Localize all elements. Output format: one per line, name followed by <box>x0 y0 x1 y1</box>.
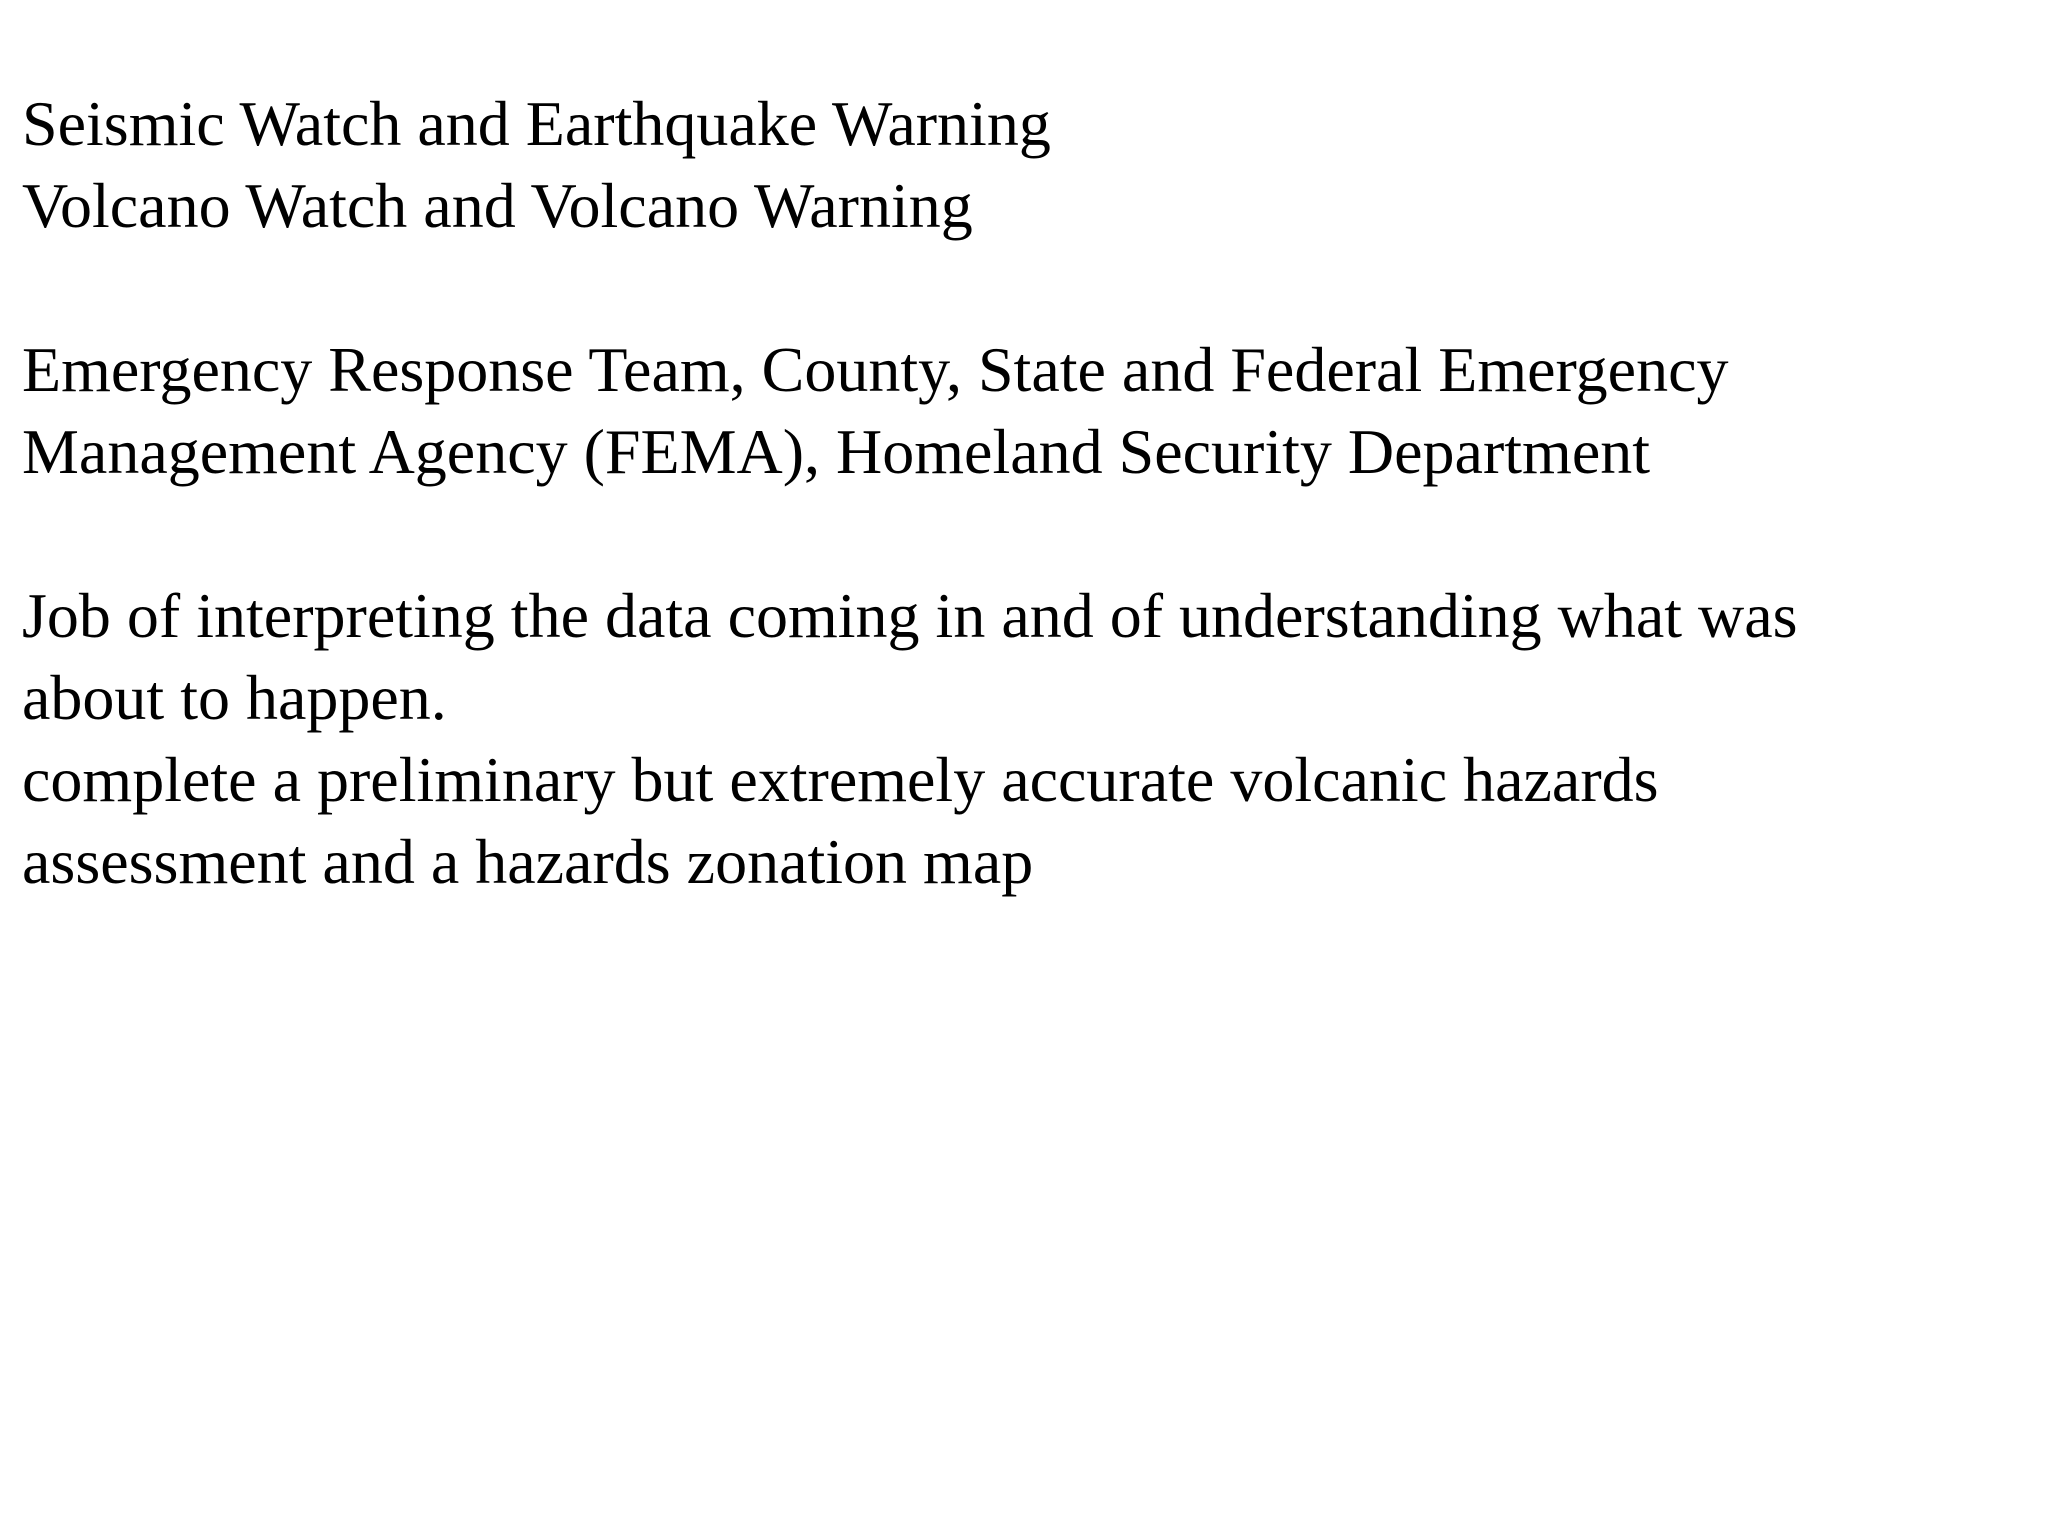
text-line-about-to-happen: about to happen. <box>22 662 447 733</box>
text-line-complete-assessment: complete a preliminary but extremely accurate volcanic hazards <box>22 744 1659 815</box>
text-line-fema-homeland: Management Agency (FEMA), Homeland Security Department <box>22 416 1650 487</box>
text-line-seismic-watch: Seismic Watch and Earthquake Warning <box>22 88 1051 159</box>
text-line-emergency-response: Emergency Response Team, County, State and Federal Emergency <box>22 334 1729 405</box>
slide-text-body <box>22 83 2022 903</box>
text-line-volcano-watch: Volcano Watch and Volcano Warning <box>22 170 973 241</box>
text-line-zonation-map: assessment and a hazards zonation map <box>22 826 1034 897</box>
paragraph-spacer <box>22 247 2022 329</box>
paragraph-spacer <box>22 493 2022 575</box>
text-line-job-interpreting: Job of interpreting the data coming in and of understanding what was <box>22 580 1798 651</box>
